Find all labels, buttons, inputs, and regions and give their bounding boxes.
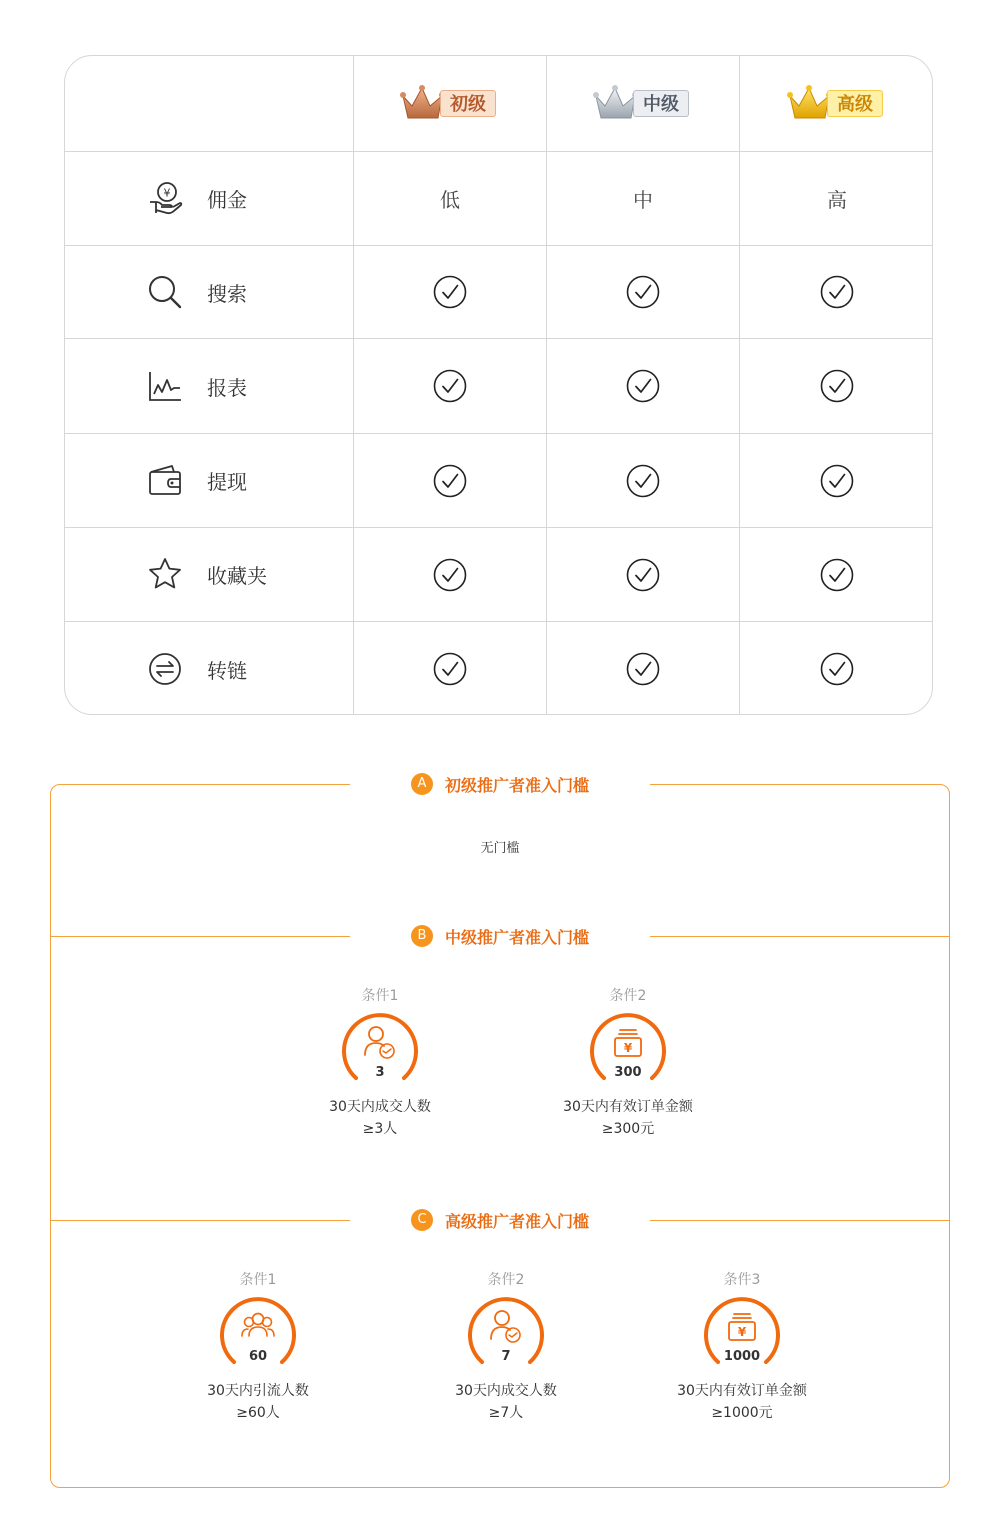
- condition-card: [642, 1270, 842, 1424]
- condition-description: 30天内引流人数: [207, 1383, 309, 1399]
- check-circle-icon: [820, 464, 854, 498]
- condition-card: [528, 986, 728, 1140]
- user-handshake-icon: [491, 1311, 520, 1342]
- feature-label: 转链: [207, 658, 247, 683]
- search-icon: [147, 274, 183, 310]
- feature-row-convert-link: [65, 622, 353, 715]
- feature-check-advanced: [740, 339, 933, 433]
- feature-check-basic: [354, 528, 546, 621]
- section-title: 初级推广者准入门槛: [444, 775, 589, 795]
- feature-check-advanced: [740, 434, 933, 527]
- check-circle-icon: [626, 652, 660, 686]
- feature-check-basic: [354, 622, 546, 715]
- section-title: 高级推广者准入门槛: [444, 1211, 589, 1231]
- feature-row-commission: [65, 152, 353, 245]
- tier-badge-advanced: [787, 84, 887, 124]
- condition-value: 300: [614, 1065, 642, 1080]
- feature-row-favorites: [65, 528, 353, 621]
- exchange-icon: [147, 651, 183, 687]
- check-circle-icon: [820, 369, 854, 403]
- condition-requirement: ≥60人: [236, 1405, 280, 1421]
- section-header-intermediate: [350, 921, 650, 951]
- feature-row-withdraw: [65, 434, 353, 527]
- feature-check-intermediate: [547, 339, 739, 433]
- condition-name: 条件2: [609, 988, 647, 1004]
- check-circle-icon: [433, 369, 467, 403]
- commission-intermediate: 中: [633, 188, 653, 212]
- condition-requirement: ≥3人: [362, 1121, 398, 1137]
- feature-label: 搜索: [207, 281, 247, 306]
- check-circle-icon: [433, 464, 467, 498]
- chart-icon: [147, 368, 183, 404]
- condition-name: 条件1: [361, 988, 399, 1004]
- check-circle-icon: [820, 652, 854, 686]
- user-handshake-icon: [365, 1027, 394, 1058]
- feature-check-basic: [354, 246, 546, 338]
- check-circle-icon: [626, 369, 660, 403]
- feature-check-advanced: [740, 622, 933, 715]
- condition-gauge: [700, 1294, 784, 1372]
- check-circle-icon: [820, 275, 854, 309]
- condition-gauge: [586, 1010, 670, 1088]
- yen-hand-icon: [147, 180, 183, 216]
- tier-label: 中级: [633, 90, 689, 117]
- tier-header-basic: [354, 56, 546, 152]
- svg-text:¥: ¥: [737, 1325, 747, 1339]
- feature-label: 报表: [207, 375, 247, 400]
- condition-value: 7: [501, 1349, 511, 1364]
- condition-gauge: [338, 1010, 422, 1088]
- condition-name: 条件1: [239, 1272, 277, 1288]
- feature-check-intermediate: [547, 528, 739, 621]
- condition-gauge: [216, 1294, 300, 1372]
- svg-text:¥: ¥: [163, 186, 171, 200]
- feature-check-intermediate: [547, 434, 739, 527]
- condition-card: [406, 1270, 606, 1424]
- condition-requirement: ≥1000元: [711, 1405, 773, 1421]
- feature-check-basic: [354, 339, 546, 433]
- wallet-icon: [147, 462, 183, 498]
- condition-value: 60: [248, 1349, 268, 1364]
- condition-value: 3: [375, 1065, 385, 1080]
- condition-description: 30天内有效订单金额: [677, 1383, 807, 1399]
- tier-label: 初级: [440, 90, 496, 117]
- section-badge: C: [411, 1209, 433, 1231]
- money-box-icon: [729, 1314, 755, 1340]
- tier-header-advanced: [740, 56, 933, 152]
- check-circle-icon: [433, 652, 467, 686]
- feature-row-search: [65, 246, 353, 338]
- money-box-icon: [615, 1030, 641, 1056]
- section-title: 中级推广者准入门槛: [444, 927, 589, 947]
- section-badge: B: [411, 925, 433, 947]
- feature-check-advanced: [740, 528, 933, 621]
- condition-name: 条件3: [723, 1272, 761, 1288]
- tier-header-intermediate: [547, 56, 739, 152]
- tier-badge-basic: [400, 84, 500, 124]
- no-threshold-text: 无门槛: [480, 841, 520, 856]
- condition-description: 30天内成交人数: [455, 1383, 557, 1399]
- svg-text:¥: ¥: [623, 1041, 633, 1055]
- condition-requirement: ≥7人: [488, 1405, 524, 1421]
- check-circle-icon: [433, 558, 467, 592]
- feature-check-intermediate: [547, 622, 739, 715]
- condition-description: 30天内有效订单金额: [563, 1099, 693, 1115]
- feature-row-report: [65, 339, 353, 433]
- commission-advanced: 高: [827, 188, 847, 212]
- section-header-basic: [350, 769, 650, 799]
- condition-requirement: ≥300元: [601, 1121, 655, 1137]
- condition-name: 条件2: [487, 1272, 525, 1288]
- condition-description: 30天内成交人数: [329, 1099, 431, 1115]
- group-icon: [242, 1314, 274, 1337]
- star-icon: [147, 556, 183, 592]
- condition-gauge: [464, 1294, 548, 1372]
- feature-check-advanced: [740, 246, 933, 338]
- condition-card: [280, 986, 480, 1140]
- check-circle-icon: [626, 275, 660, 309]
- section-header-advanced: [350, 1205, 650, 1235]
- feature-label: 收藏夹: [207, 564, 267, 588]
- check-circle-icon: [626, 464, 660, 498]
- tier-comparison-table: [64, 55, 933, 715]
- condition-card: [158, 1270, 358, 1424]
- feature-label: 佣金: [207, 188, 247, 212]
- check-circle-icon: [626, 558, 660, 592]
- condition-value: 1000: [723, 1349, 761, 1364]
- check-circle-icon: [433, 275, 467, 309]
- section-badge: A: [411, 773, 433, 795]
- feature-label: 提现: [207, 470, 247, 494]
- check-circle-icon: [820, 558, 854, 592]
- tier-badge-intermediate: [593, 84, 693, 124]
- tier-label: 高级: [827, 90, 883, 117]
- feature-check-basic: [354, 434, 546, 527]
- feature-check-intermediate: [547, 246, 739, 338]
- commission-basic: 低: [440, 188, 460, 212]
